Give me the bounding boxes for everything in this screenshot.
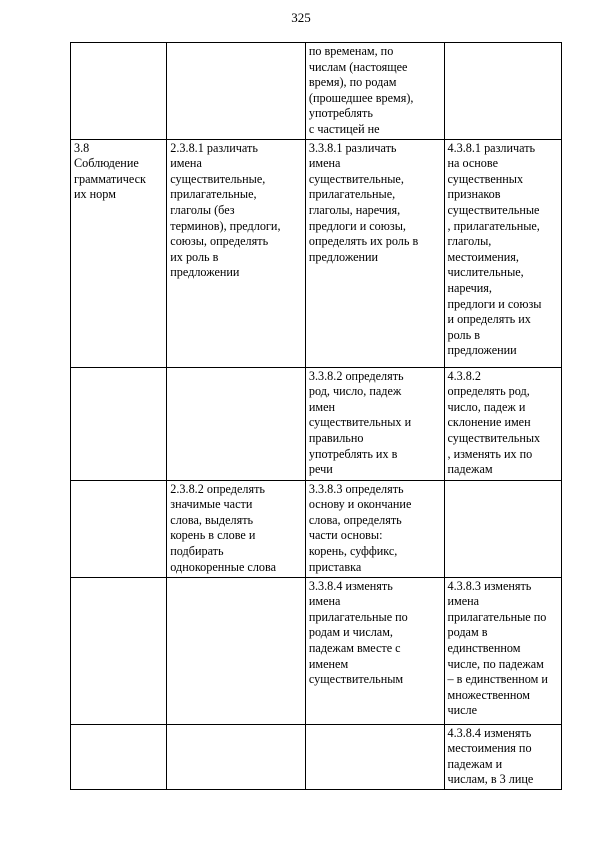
section-cell xyxy=(71,577,167,724)
grade3-cell xyxy=(305,43,444,140)
grade2-cell xyxy=(167,139,306,367)
page-number: 325 xyxy=(291,10,311,25)
grade3-cell xyxy=(305,367,444,480)
table-row xyxy=(71,139,562,367)
grade2-cell xyxy=(167,724,306,789)
section-cell xyxy=(71,139,167,367)
table-row xyxy=(71,43,562,140)
grade3-cell xyxy=(305,724,444,789)
grade2-text: 2.3.8.1 различать имена существительные, прилагательные, глаголы (без терминов), предлоги, союзы, определять их роль в предложении xyxy=(170,140,281,280)
grade4-cell xyxy=(444,139,562,367)
grade3-text: 3.3.8.4 изменять имена прилагательные по родам и числам, падежам вместе с именем существительным xyxy=(308,578,408,687)
grade4-cell xyxy=(444,367,562,480)
grade4-cell xyxy=(444,577,562,724)
table-row xyxy=(71,577,562,724)
section-text: 3.8 Соблюдение грамматическ их норм xyxy=(74,140,146,202)
section-cell xyxy=(71,367,167,480)
grade2-cell xyxy=(167,43,306,140)
grade4-text: 4.3.8.1 различать на основе существенных признаков существительные , прилагательные, глаголы, местоимения, числительные, наречия, предлоги и союзы и определять их роль в предложении xyxy=(447,140,542,358)
grade2-cell xyxy=(167,480,306,577)
grade4-cell xyxy=(444,480,562,577)
grade3-text: 3.3.8.3 определять основу и окончание слова, определять части основы: корень, суффикс, приставка xyxy=(308,481,412,574)
grade2-cell xyxy=(167,577,306,724)
grade3-cell xyxy=(305,577,444,724)
grade4-cell xyxy=(444,724,562,789)
table-row xyxy=(71,724,562,789)
table-row xyxy=(71,480,562,577)
section-cell xyxy=(71,480,167,577)
table-row xyxy=(71,367,562,480)
curriculum-table xyxy=(70,42,562,790)
grade3-text: по временам, по числам (настоящее время), по родам (прошедшее время), употреблять с частицей не xyxy=(308,44,414,136)
grade4-text: 4.3.8.4 изменять местоимения по падежам и числам, в 3 лице xyxy=(447,725,534,787)
grade3-text: 3.3.8.1 различать имена существительные, прилагательные, глаголы, наречия, предлоги и союзы, определять их роль в предложении xyxy=(308,140,419,264)
grade4-text: 4.3.8.3 изменять имена прилагательные по родам в единственном числе, по падежам – в единственном и множественном числе xyxy=(447,578,548,718)
section-cell xyxy=(71,43,167,140)
grade3-cell xyxy=(305,480,444,577)
grade2-cell xyxy=(167,367,306,480)
grade3-cell xyxy=(305,139,444,367)
grade4-cell xyxy=(444,43,562,140)
grade3-text: 3.3.8.2 определять род, число, падеж имен существительных и правильно употреблять их в речи xyxy=(308,368,412,477)
section-cell xyxy=(71,724,167,789)
grade2-text: 2.3.8.2 определять значимые части слова, выделять корень в слове и подбирать однокоренные слова xyxy=(170,481,277,574)
grade4-text: 4.3.8.2 определять род, число, падеж и склонение имен существительных , изменять их по падежам xyxy=(447,368,541,477)
